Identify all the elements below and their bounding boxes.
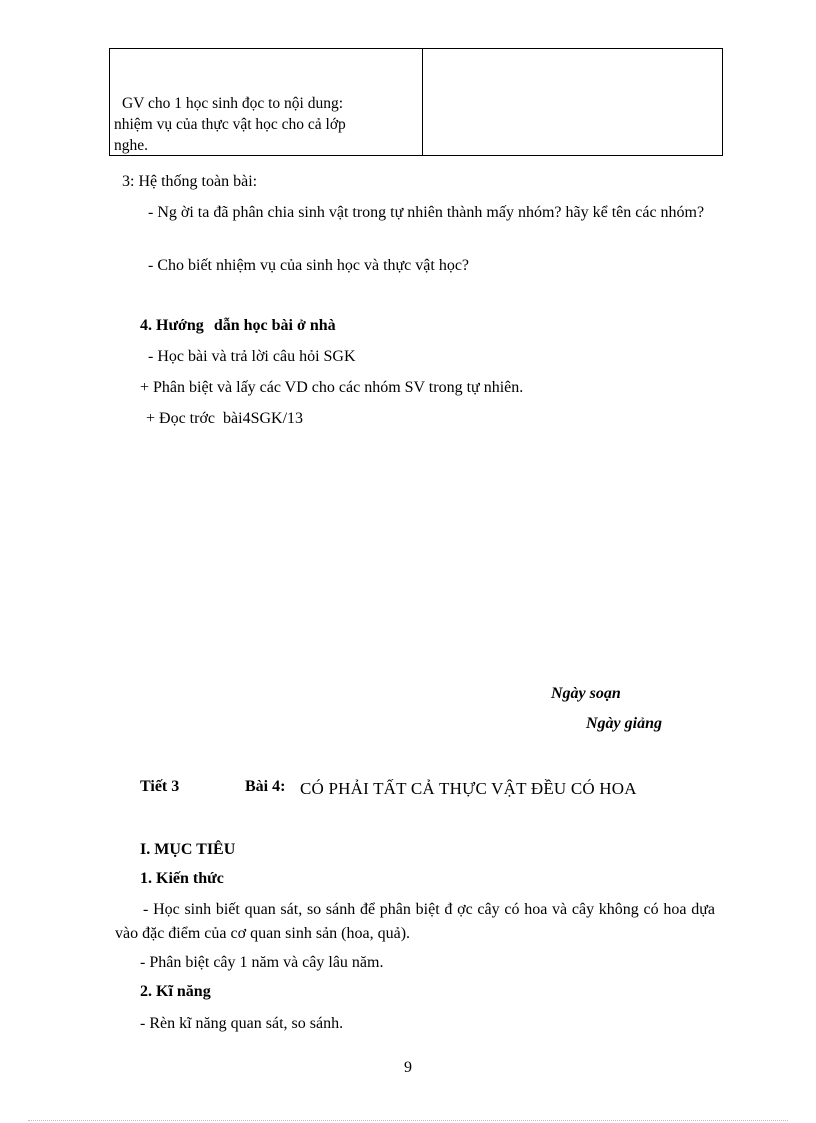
skills-paragraph: - Rèn kĩ năng quan sát, so sánh. bbox=[140, 1015, 344, 1032]
lesson-title: CÓ PHẢI TẤT CẢ THỰC VẬT ĐỀU CÓ HOA bbox=[300, 779, 637, 798]
table-cell-line: nhiệm vụ của thực vật học cho cả lớp bbox=[114, 116, 346, 133]
homework-heading bbox=[140, 316, 336, 336]
lesson-table bbox=[109, 48, 723, 156]
page-number: 9 bbox=[404, 1059, 412, 1076]
lesson-number: Bài 4: bbox=[245, 778, 286, 795]
review-question-1: - Ng ời ta đã phân chia sinh vật trong tự nhiên thành mấy nhóm? hãy kể tên các nhóm? bbox=[148, 204, 705, 221]
homework-item: + Phân biệt và lấy các VD cho các nhóm SV trong tự nhiên. bbox=[140, 379, 524, 396]
review-heading: 3: Hệ thống toàn bài: bbox=[122, 173, 258, 190]
date-taught: Ngày giảng bbox=[586, 715, 662, 732]
knowledge-paragraph: - Học sinh biết quan sát, so sánh để phân biệt đ ợc cây có hoa và cây không có hoa dựa vào đặc điểm của cơ quan sinh sản (hoa, quả). bbox=[115, 901, 715, 942]
table-cell-line: GV cho 1 học sinh đọc to nội dung: bbox=[122, 95, 344, 112]
skills-heading: 2. Kĩ năng bbox=[140, 983, 211, 1000]
homework-item: + Đọc trớc bài4SGK/13 bbox=[146, 410, 304, 427]
date-prepared: Ngày soạn bbox=[551, 685, 621, 702]
homework-item: - Học bài và trả lời câu hỏi SGK bbox=[148, 348, 356, 365]
table-cell-content bbox=[423, 49, 722, 155]
homework-heading-part1: 4. Hướng bbox=[140, 317, 204, 334]
table-cell-activity bbox=[110, 49, 423, 155]
objectives-heading: I. MỤC TIÊU bbox=[140, 841, 236, 858]
knowledge-heading: 1. Kiến thức bbox=[140, 870, 224, 887]
knowledge-paragraph-2: - Phân biệt cây 1 năm và cây lâu năm. bbox=[140, 954, 384, 971]
footer-divider bbox=[28, 1120, 788, 1121]
review-question-2: - Cho biết nhiệm vụ của sinh học và thực vật học? bbox=[148, 257, 470, 274]
lesson-period: Tiết 3 bbox=[140, 778, 180, 795]
table-cell-line: nghe. bbox=[114, 137, 149, 154]
homework-heading-part2: dẫn học bài ở nhà bbox=[213, 317, 336, 334]
